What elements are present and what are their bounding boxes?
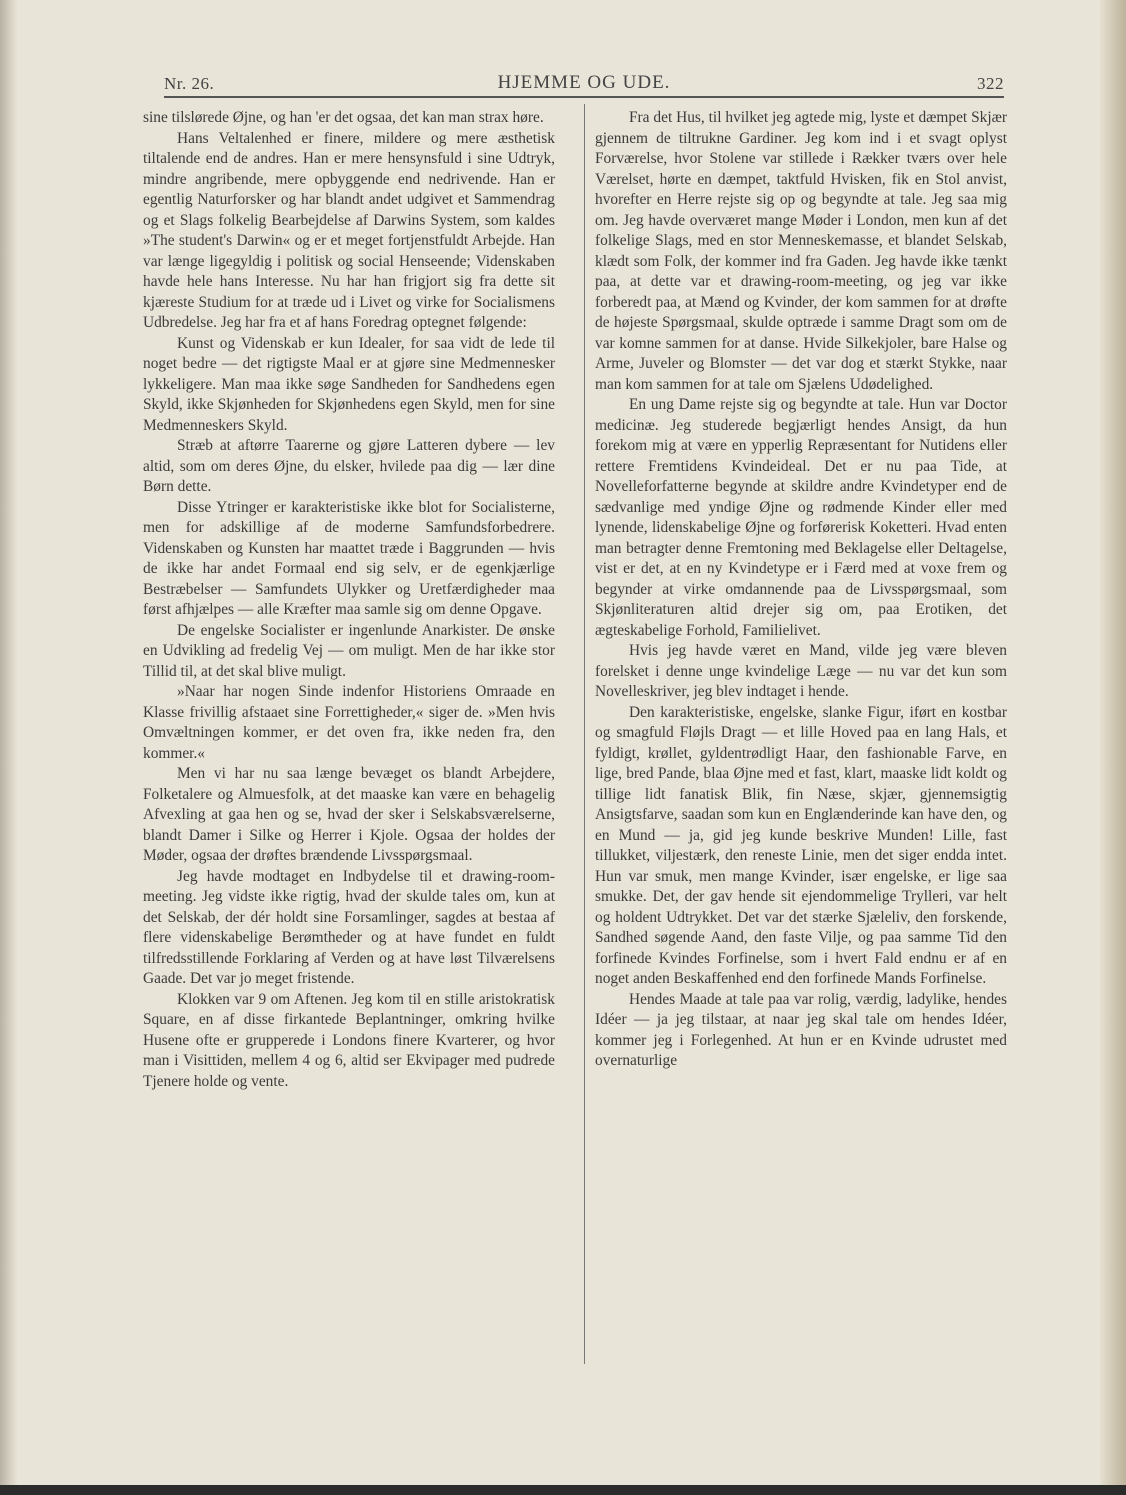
paragraph: Hvis jeg havde været en Mand, vilde jeg være bleven forelsket i denne unge kvindelige Læge — nu var det kun som Novelleskriver, jeg blev indtaget i hende. <box>595 642 1007 700</box>
right-column <box>595 108 1007 1072</box>
paragraph: Jeg havde modtaget en Indbydelse til et drawing-room-meeting. Jeg vidste ikke rigtig, hvad der skulde tales om, kun at det Selskab, der dér holdt sine Forsamlinger, sagdes at bestaa af flere videnskabelige Berømtheder og at have fundet en fuldt tilfredsstillende Forklaring af Verden og at have løst Tilværelsens Gaade. Det var jo meget fristende. <box>143 867 555 987</box>
paragraph: Men vi har nu saa længe bevæget os blandt Arbejdere, Folketalere og Almuesfolk, at det maaske kan være en behagelig Afvexling at gaa hen og se, hvad der sker i Selskabsværelserne, blandt Damer i Silke og Herrer i Kjole. Ogsaa der holdes der Møder, ogsaa der drøftes brændende Livsspørgsmaal. <box>143 765 555 864</box>
running-header <box>164 70 1004 98</box>
paragraph: Hans Veltalenhed er finere, mildere og mere æsthetisk tiltalende end de andres. Han er mere hensynsfuld i sine Udtryk, mindre angribende, mere opbyggende end nedrivende. Han er egentlig Naturforsker og har blandt andet udgivet et Sammendrag og et Slags folkelig Bearbejdelse af Darwins System, som kaldes »The student's Darwin« og er et meget fortjenstfuldt Arbejde. Han var længe ligegyldig i politisk og social Henseende; Videnskaben havde hele hans Interesse. Nu har han frigjort sig fra dette sit kjæreste Studium for at træde ud i Livet og virke for Socialismens Udbredelse. Jeg har fra et af hans Foredrag optegnet følgende: <box>143 129 555 331</box>
paragraph: Den karakteristiske, engelske, slanke Figur, iført en kostbar og smagfuld Fløjls Dragt — et lille Hoved paa en lang Hals, et fyldigt, krøllet, gyldentrødligt Haar, den fashionable Farve, en lige, bred Pande, blaa Øjne med et fast, klart, maaske lidt koldt og tillige lidt fanatisk Blik, fin Næse, skjær, gjennemsigtig Ansigtsfarve, saadan som kun en Englænderinde kan have den, og en Mund — ja, gid jeg kunde beskrive Munden! Lille, fast tillukket, viljestærk, den reneste Linie, men det siger endda intet. Hun var smuk, men mange Kvinder, især engelske, er lige saa smukke. Det, der gav hende sit ejendommelige Trylleri, var helt og holdent Udtrykket. Det var det stærke Sjæleliv, den forskende, Sandhed søgende Aand, den faste Vilje, og paa samme Tid den forfinede Kvindes Forfinelse, som i hvert Fald endnu er af en noget anden Beskaffenhed end den forfinede Mands Forfinelse. <box>595 703 1007 987</box>
issue-number: Nr. 26. <box>164 74 215 93</box>
page-number: 322 <box>977 74 1004 93</box>
paragraph: En ung Dame rejste sig og begyndte at tale. Hun var Doctor medicinæ. Jeg studerede begjærligt hendes Ansigt, da hun forekom mig at være en ypperlig Repræsentant for Nutidens eller rettere Fremtidens Kvindeideal. Det er nu paa Tide, at Novelleforfatterne begynde at skildre andre Kvindetyper end de sædvanlige med yndige Øjne og rødmende Kinder eller med lynende, lidenskabelige Øjne og forførerisk Koketteri. Hvad enten man betragter denne Fremtoning med Beklagelse eller Deltagelse, vist er det, at en ny Kvindetype er i Færd med at voxe frem og begynder at virke omdannende paa de Livsspørgsmaal, som Skjønliteraturen altid drejer sig om, paa Erotiken, det ægteskabelige Forhold, Familielivet. <box>595 396 1007 639</box>
header-rule <box>164 96 1004 98</box>
paragraph: Klokken var 9 om Aftenen. Jeg kom til en stille aristokratisk Square, en af disse firkantede Beplantninger, omkring hvilke Husene ofte er grupperede i Londons finere Kvarterer, og hvor man i Visittiden, mellem 4 og 6, altid ser Ekvipager med pudrede Tjenere holde og vente. <box>143 990 555 1090</box>
paragraph: Hendes Maade at tale paa var rolig, værdig, ladylike, hendes Idéer — ja jeg tilstaar, at naar jeg skal tale om hendes Idéer, kommer jeg i Forlegenhed. At hun er en Kvinde udrustet med overnaturlige <box>595 990 1007 1069</box>
left-column <box>143 108 555 1092</box>
paragraph: Kunst og Videnskab er kun Idealer, for saa vidt de lede til noget bedre — det rigtigste Maal er at gjøre sine Medmennesker lykkeligere. Man maa ikke søge Sandheden for Sandhedens egen Skyld, ikke Skjønheden for Skjønhedens egen Skyld, men for sine Medmenneskers Skyld. <box>143 334 555 434</box>
paragraph: »Naar har nogen Sinde indenfor Historiens Omraade en Klasse frivillig afstaaet sine Forrettigheder,« siger de. »Men hvis Omvæltningen kommer, er det oven fra, ikke neden fra, den kommer.« <box>143 683 555 762</box>
binding-gutter <box>0 0 18 1495</box>
page-edge <box>1100 0 1126 1495</box>
scan-bottom-edge <box>0 1485 1126 1495</box>
column-divider <box>584 104 585 1364</box>
paragraph: Stræb at aftørre Taarerne og gjøre Latteren dybere — lev altid, som om deres Øjne, du elsker, hvilede paa dig — lær dine Børn dette. <box>143 437 555 495</box>
paragraph: sine tilslørede Øjne, og han 'er det ogsaa, det kan man strax høre. <box>143 109 544 126</box>
paragraph: De engelske Socialister er ingenlunde Anarkister. De ønske en Udvikling ad fredelig Vej — om muligt. Men de har ikke stor Tillid til, at det skal blive muligt. <box>143 621 555 680</box>
paragraph: Disse Ytringer er karakteristiske ikke blot for Socialisterne, men for adskillige af de moderne Samfundsforbedrere. Videnskaben og Kunsten har maattet træde i Baggrunden — hvis de ikke har andet Formaal end sig selv, er de egenkjærlige Bestræbelser — Samfundets Ulykker og Uretfærdigheder maa først afhjælpes — alle Kræfter maa samle sig om denne Opgave. <box>143 498 555 618</box>
journal-title: HJEMME OG UDE. <box>497 72 671 93</box>
paragraph: Fra det Hus, til hvilket jeg agtede mig, lyste et dæmpet Skjær gjennem de tiltrukne Gardiner. Jeg kom ind i et svagt oplyst Forværelse, hvor Stolene var stillede i Rækker tværs over hele Værelset, hørte en dæmpet, taktfuld Hvisken, fik en Stol anvist, hvorefter en Herre rejste sig op og begyndte at tale. Jeg saa mig om. Jeg havde overværet mange Møder i London, men kun af det folkelige Slags, med en stor Menneskemasse, et blandet Selskab, klædt som Folk, der kommer ind fra Gaden. Jeg havde ikke tænkt paa, at dette var et drawing-room-meeting, og jeg var ikke forberedt paa, at Mænd og Kvinder, der kom sammen for at drøfte de højeste Spørgsmaal, skulde optræde i samme Dragt som om de var komne sammen for at danse. Hvide Silkekjoler, bare Halse og Arme, Juveler og Blomster — det var dog et stærkt Stykke, naar man kom sammen for at tale om Sjælens Udødelighed. <box>595 109 1007 393</box>
